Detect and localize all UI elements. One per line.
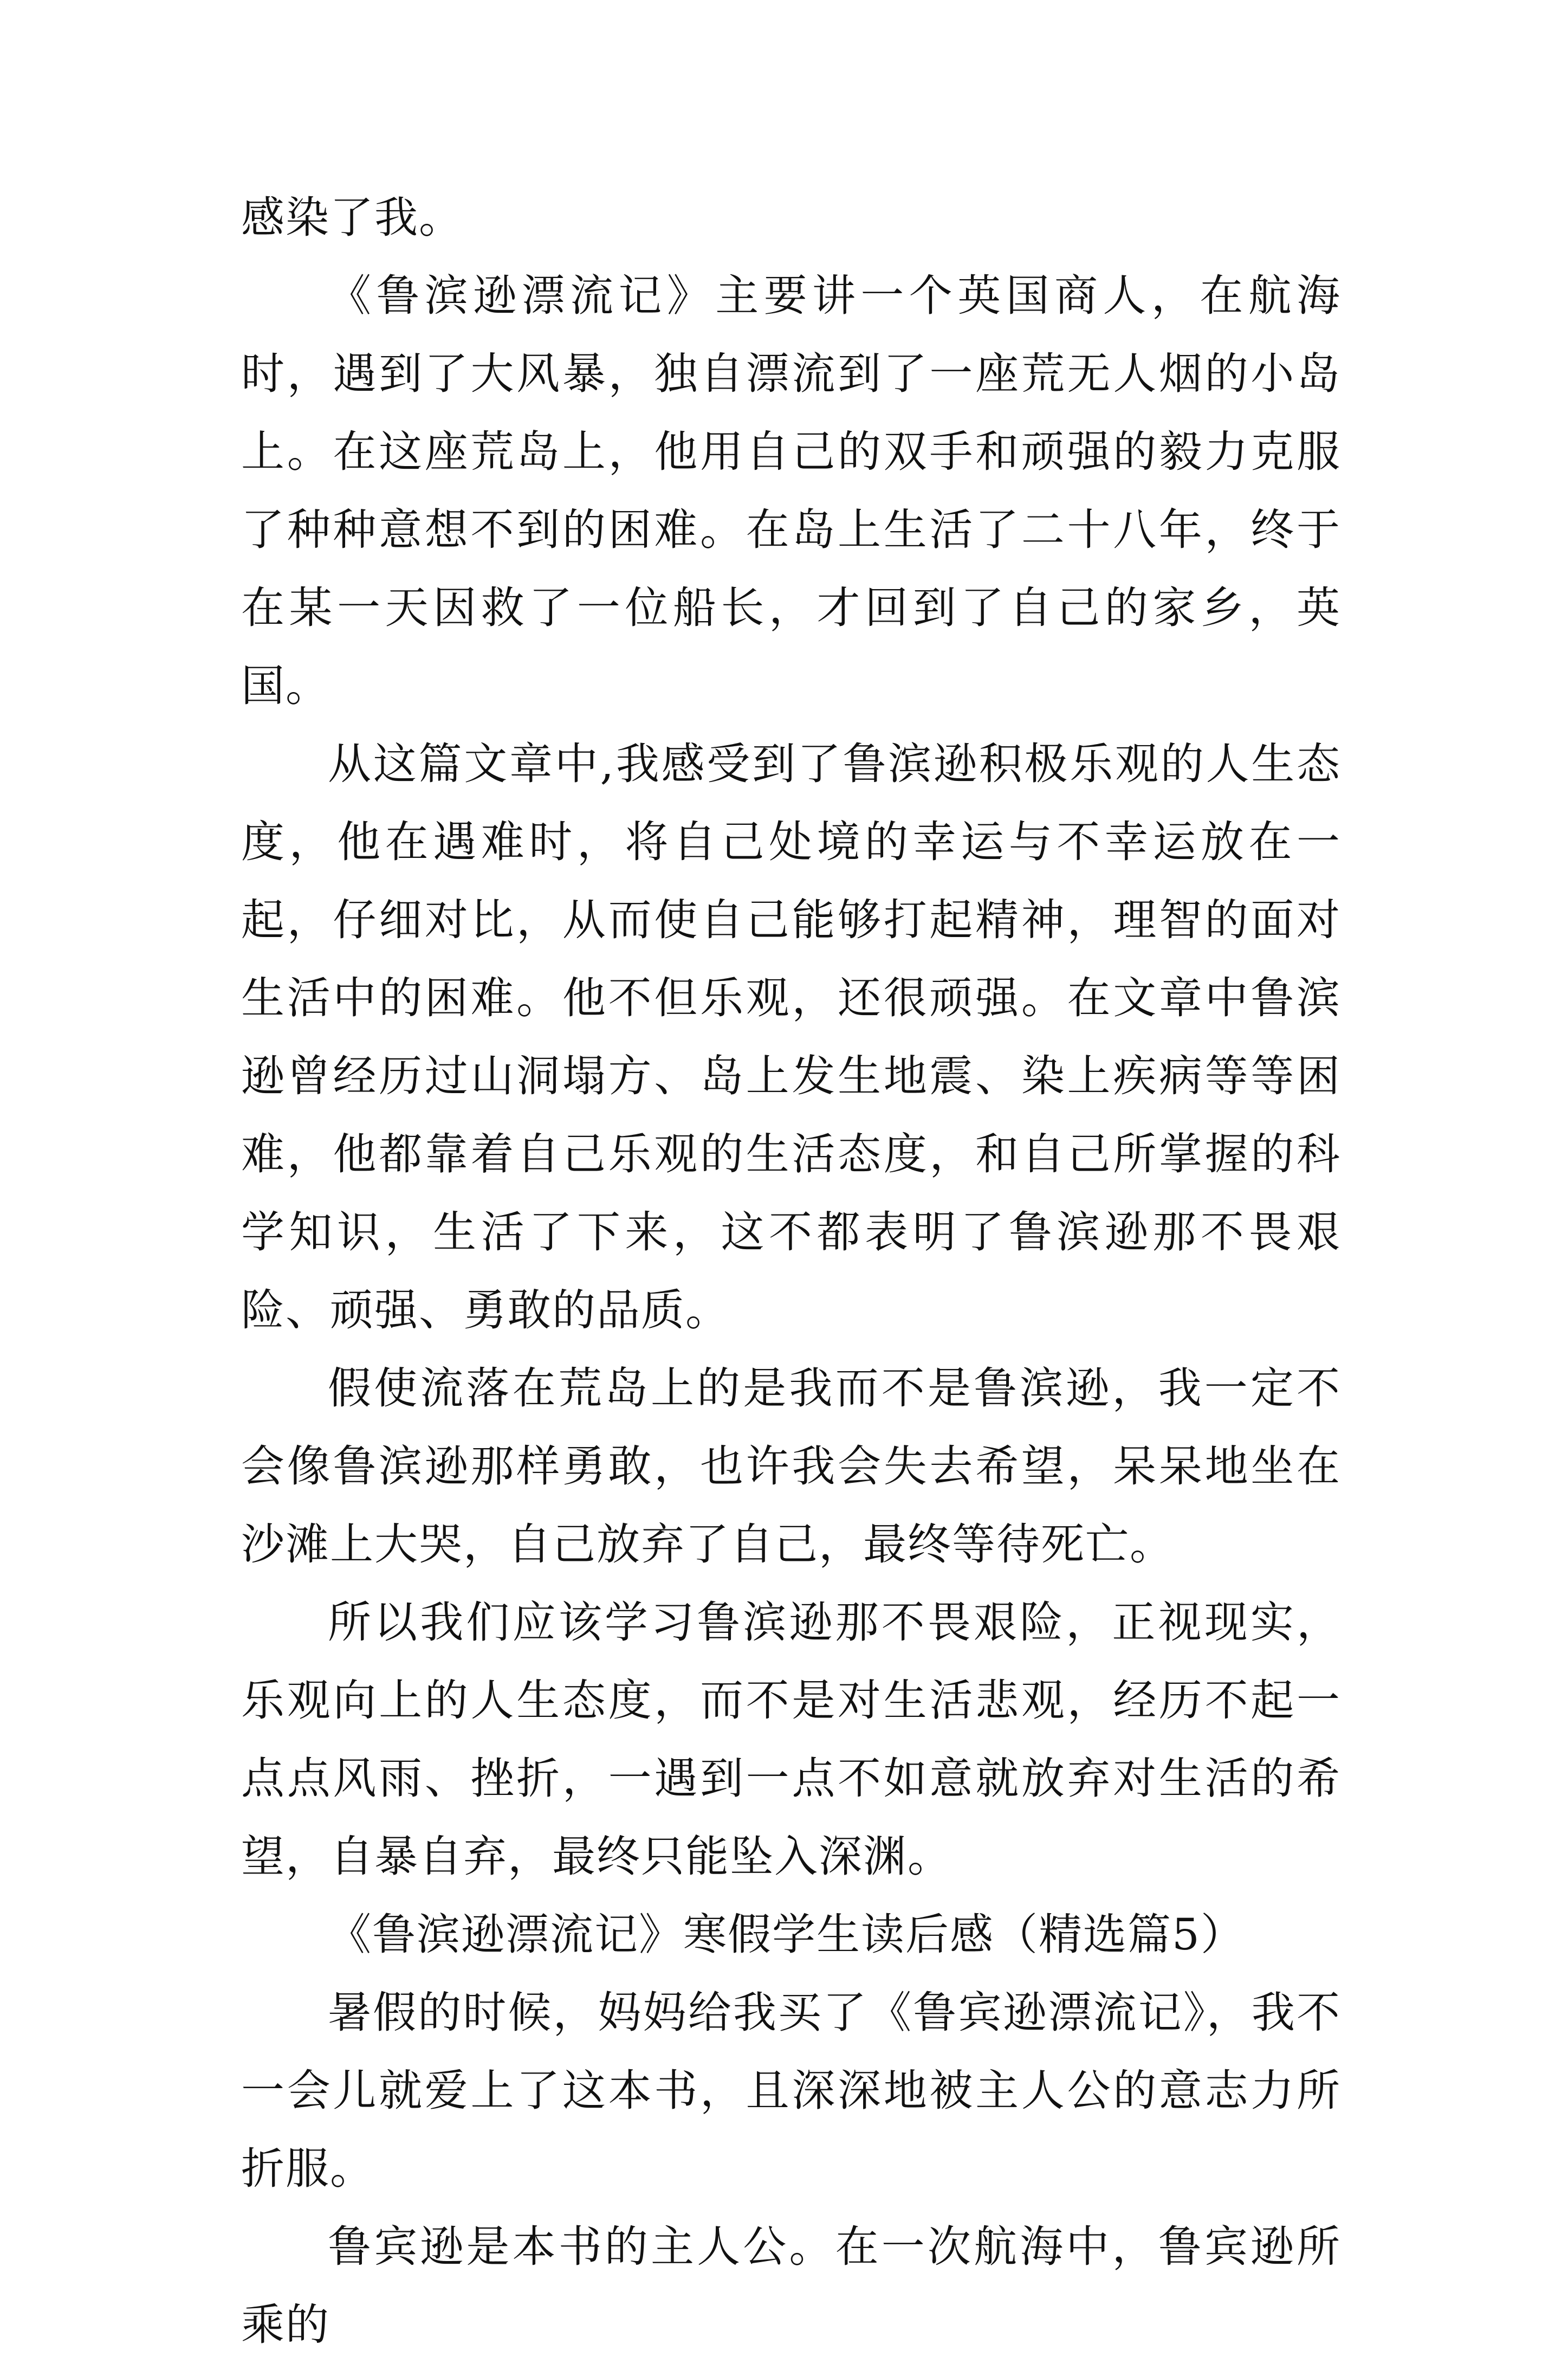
paragraph-attitude: 从这篇文章中,我感受到了鲁滨逊积极乐观的人生态度，他在遇难时，将自己处境的幸运与不幸运放在一起，仔细对比，从而使自己能够打起精神，理智的面对生活中的困难。他不但乐观，还很顽强。在文章中鲁滨逊曾经历过山洞塌方、岛上发生地震、染上疾病等等困难，他都靠着自己乐观的生活态度，和自己所掌握的科学知识，生活了下来，这不都表明了鲁滨逊那不畏艰险、顽强、勇敢的品质。 <box>241 739 1341 1335</box>
section-heading: 《鲁滨逊漂流记》寒假学生读后感（精选篇5） <box>328 1909 1245 1960</box>
paragraph-conclusion: 所以我们应该学习鲁滨逊那不畏艰险，正视现实，乐观向上的人生态度，而不是对生活悲观，经历不起一点点风雨、挫折，一遇到一点不如意就放弃对生活的希望，自暴自弃，最终只能坠入深渊。 <box>241 1597 1341 1882</box>
body-text <box>241 179 1341 2364</box>
paragraph-hypothetical: 假使流落在荒岛上的是我而不是鲁滨逊，我一定不会像鲁滨逊那样勇敢，也许我会失去希望，呆呆地坐在沙滩上大哭，自己放弃了自己，最终等待死亡。 <box>241 1363 1341 1569</box>
paragraph-continuation: 感染了我。 <box>241 192 463 243</box>
paragraph-summer-reading: 暑假的时候，妈妈给我买了《鲁宾逊漂流记》，我不一会儿就爱上了这本书，且深深地被主人公的意志力所折服。 <box>241 1987 1341 2194</box>
paragraph-protagonist: 鲁宾逊是本书的主人公。在一次航海中，鲁宾逊所乘的 <box>241 2221 1341 2350</box>
paragraph-summary: 《鲁滨逊漂流记》主要讲一个英国商人，在航海时，遇到了大风暴，独自漂流到了一座荒无人烟的小岛上。在这座荒岛上，他用自己的双手和顽强的毅力克服了种种意想不到的困难。在岛上生活了二十八年，终于在某一天因救了一位船长，才回到了自己的家乡，英国。 <box>241 270 1341 711</box>
